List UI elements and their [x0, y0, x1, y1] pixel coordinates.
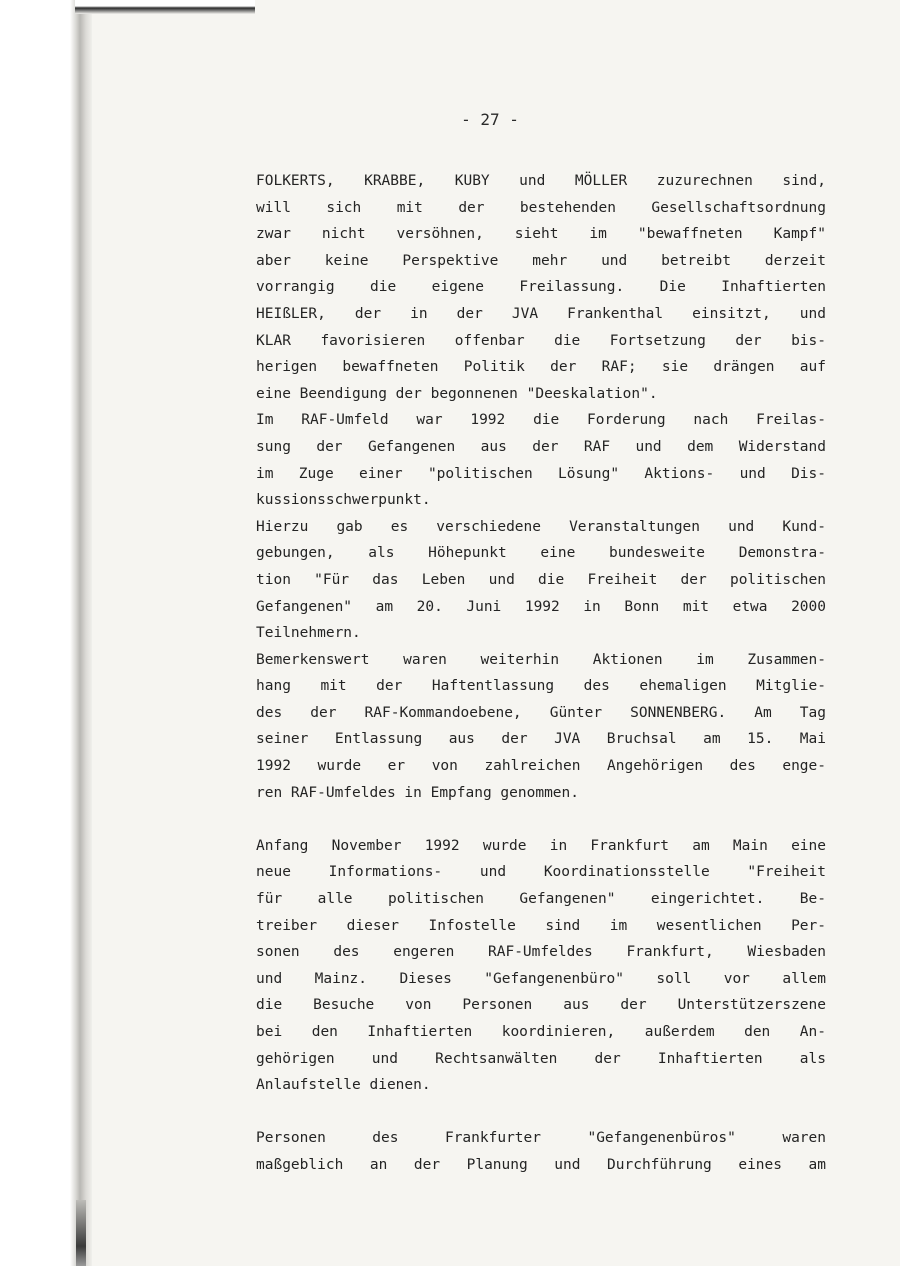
text-line: gebungen, als Höhepunkt eine bundesweite Demonstra-	[256, 545, 826, 562]
text-line: im Zuge einer "politischen Lösung" Aktions- und Dis-	[256, 465, 826, 482]
text-line: herigen bewaffneten Politik der RAF; sie drängen auf	[256, 359, 826, 376]
text-line: eine Beendigung der begonnenen "Deeskalation".	[256, 385, 658, 402]
text-line: tion "Für das Leben und die Freiheit der politischen	[256, 571, 826, 588]
text-line: ren RAF-Umfeldes in Empfang genommen.	[256, 784, 580, 801]
text-line: die Besuche von Personen aus der Unterstützerszene	[256, 997, 826, 1014]
text-line: FOLKERTS, KRABBE, KUBY und MÖLLER zuzurechnen sind,	[256, 173, 826, 189]
paragraph	[256, 1125, 826, 1178]
text-line: seiner Entlassung aus der JVA Bruchsal am 15. Mai	[256, 731, 826, 748]
text-line: Gefangenen" am 20. Juni 1992 in Bonn mit etwa 2000	[256, 598, 826, 615]
text-line: zwar nicht versöhnen, sieht im "bewaffneten Kampf"	[256, 226, 826, 243]
scan-binding-shadow	[0, 0, 92, 1266]
text-line: sonen des engeren RAF-Umfeldes Frankfurt, Wiesbaden	[256, 944, 826, 961]
text-line: kussionsschwerpunkt.	[256, 492, 431, 509]
text-line: will sich mit der bestehenden Gesellschaftsordnung	[256, 199, 826, 216]
text-line: bei den Inhaftierten koordinieren, außerdem den An-	[256, 1024, 826, 1040]
text-line: hang mit der Haftentlassung des ehemaligen Mitglie-	[256, 678, 826, 695]
text-line: des der RAF-Kommandoebene, Günter SONNENBERG. Am Tag	[256, 704, 826, 721]
text-line: aber keine Perspektive mehr und betreibt derzeit	[256, 252, 826, 269]
text-line: HEIßLER, der in der JVA Frankenthal einsitzt, und	[256, 305, 826, 322]
text-line: gehörigen und Rechtsanwälten der Inhaftierten als	[256, 1050, 826, 1067]
text-line: Hierzu gab es verschiedene Veranstaltungen und Kund-	[256, 518, 826, 535]
text-line: sung der Gefangenen aus der RAF und dem Widerstand	[256, 438, 826, 455]
text-line: Anlaufstelle dienen.	[256, 1077, 431, 1094]
scan-bottom-edge	[76, 1200, 86, 1266]
paragraph	[256, 168, 826, 407]
text-line: vorrangig die eigene Freilassung. Die Inhaftierten	[256, 279, 826, 296]
text-line: Bemerkenswert waren weiterhin Aktionen im Zusammen-	[256, 651, 826, 668]
scan-top-edge	[75, 0, 255, 14]
page-number: - 27 -	[461, 110, 519, 129]
text-line: KLAR favorisieren offenbar die Fortsetzung der bis-	[256, 332, 826, 349]
body-text	[256, 168, 826, 1179]
text-line: Personen des Frankfurter "Gefangenenbüros" waren	[256, 1130, 826, 1147]
paragraph-gap	[256, 806, 826, 833]
text-line: Anfang November 1992 wurde in Frankfurt am Main eine	[256, 837, 826, 854]
paragraph-gap	[256, 1099, 826, 1126]
text-line: Teilnehmern.	[256, 625, 361, 642]
text-line: treiber dieser Infostelle sind im wesentlichen Per-	[256, 917, 826, 934]
text-line: neue Informations- und Koordinationsstelle "Freiheit	[256, 864, 826, 881]
text-line: für alle politischen Gefangenen" eingerichtet. Be-	[256, 891, 826, 908]
text-line: und Mainz. Dieses "Gefangenenbüro" soll vor allem	[256, 970, 826, 987]
paragraph	[256, 407, 826, 513]
text-line: Im RAF-Umfeld war 1992 die Forderung nach Freilas-	[256, 412, 826, 429]
paragraph	[256, 833, 826, 1099]
paragraph	[256, 647, 826, 807]
paragraph	[256, 514, 826, 647]
text-line: maßgeblich an der Planung und Durchführung eines am	[256, 1156, 826, 1173]
text-line: 1992 wurde er von zahlreichen Angehörigen des enge-	[256, 758, 826, 775]
